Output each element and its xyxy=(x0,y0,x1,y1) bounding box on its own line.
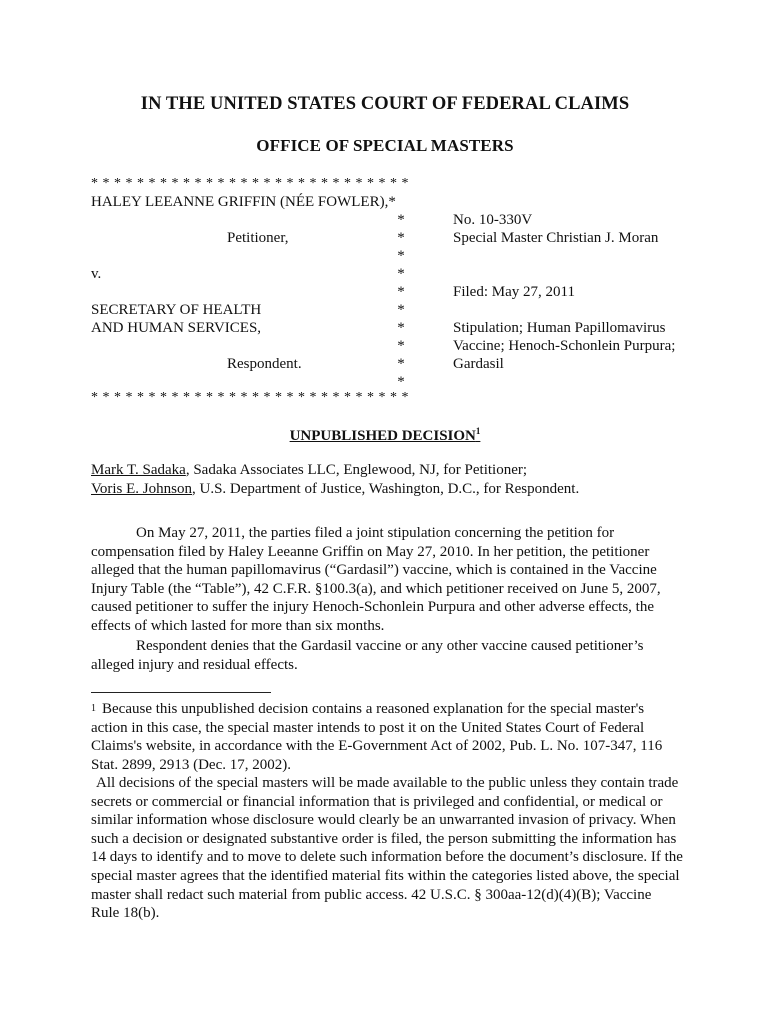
versus: v. xyxy=(91,266,102,282)
respondent-line-1: SECRETARY OF HEALTH xyxy=(91,302,262,318)
respondent-counsel-name: Voris E. Johnson xyxy=(91,481,192,497)
petitioner-name-star: * xyxy=(388,194,396,210)
footnote-reference: 1 xyxy=(475,426,481,436)
footnote-text-1: Because this unpublished decision contains a reasoned explanation for the special master's action in this case, the special master intends to post it on the United States Court of Federal Claims's website, in accordance with the E-Government Act of 2002, Pub. L. No. 107-347, 116 Stat. 2899, 2913 (Dec. 17, 2002). xyxy=(91,701,663,773)
caption-star: * xyxy=(397,302,405,318)
caption-star: * xyxy=(397,284,405,300)
footnote-1 xyxy=(91,700,683,774)
caption-star: * xyxy=(397,230,405,246)
petitioner-counsel xyxy=(91,462,527,479)
caption-star: * xyxy=(397,320,405,336)
caption-star: * xyxy=(397,374,405,390)
caption-star-row-top: * * * * * * * * * * * * * * * * * * * * * * * * * * * * xyxy=(91,176,409,191)
petitioner-counsel-name: Mark T. Sadaka xyxy=(91,462,186,478)
keywords-line-1: Stipulation; Human Papillomavirus xyxy=(453,320,666,336)
petitioner-counsel-detail: , Sadaka Associates LLC, Englewood, NJ, for Petitioner; xyxy=(185,462,528,478)
caption-star: * xyxy=(397,266,405,282)
respondent-line-2: AND HUMAN SERVICES, xyxy=(91,320,262,336)
caption-star: * xyxy=(397,212,405,228)
body-paragraph-1: On May 27, 2011, the parties filed a joint stipulation concerning the petition for compensation filed by Haley Leeanne Griffin on May 27, 2010. In her petition, the petitioner alleged that the human papillomavirus (“Gardasil”) vaccine, which is contained in the Vaccine Injury Table (the “Table”), 42 C.F.R. §100.3(a), and which petitioner received on June 5, 2007, caused petitioner to suffer the injury Henoch-Schonlein Purpura and other adverse effects, the effects of which lasted for more than six months. xyxy=(91,525,661,634)
respondent-role: Respondent. xyxy=(227,356,302,372)
special-master: Special Master Christian J. Moran xyxy=(453,230,659,246)
footnote-divider xyxy=(91,692,271,693)
caption-star: * xyxy=(397,338,405,354)
caption-star-row-bottom: * * * * * * * * * * * * * * * * * * * * * * * * * * * * xyxy=(91,390,409,405)
caption-star: * xyxy=(397,248,405,264)
petitioner-role: Petitioner, xyxy=(227,230,289,246)
petitioner-name xyxy=(91,194,396,211)
decision-heading-text: UNPUBLISHED DECISION xyxy=(289,428,476,444)
court-title: IN THE UNITED STATES COURT OF FEDERAL CLAIMS xyxy=(140,94,630,114)
body-paragraph-2: Respondent denies that the Gardasil vaccine or any other vaccine caused petitioner’s alleged injury and residual effects. xyxy=(91,638,644,673)
keywords-line-3: Gardasil xyxy=(453,356,504,372)
petitioner-name-text: HALEY LEEANNE GRIFFIN (NÉE FOWLER), xyxy=(91,194,389,210)
decision-heading xyxy=(0,426,770,445)
filed-date: Filed: May 27, 2011 xyxy=(453,284,575,300)
footnote-text-2: All decisions of the special masters will be made available to the public unless they contain trade secrets or commercial or financial information that is privileged and confidential, or medical or similar information whose disclosure would clearly be an unwarranted invasion of privacy. When such a decision or designated substantive order is filed, the person submitting the information has 14 days to identify and to move to delete such information before the document’s disclosure. If the special master agrees that the identified material fits within the categories listed above, the special master shall redact such material from public access. 42 U.S.C. § 300aa-12(d)(4)(B); Vaccine Rule 18(b). xyxy=(91,775,683,922)
footnote-number: 1 xyxy=(91,703,96,714)
respondent-counsel-detail: , U.S. Department of Justice, Washington, D.C., for Respondent. xyxy=(192,481,580,497)
respondent-counsel xyxy=(91,481,579,498)
office-title: OFFICE OF SPECIAL MASTERS xyxy=(256,136,514,155)
case-number: No. 10-330V xyxy=(453,212,533,228)
keywords-line-2: Vaccine; Henoch-Schonlein Purpura; xyxy=(453,338,676,354)
caption-star: * xyxy=(397,356,405,372)
